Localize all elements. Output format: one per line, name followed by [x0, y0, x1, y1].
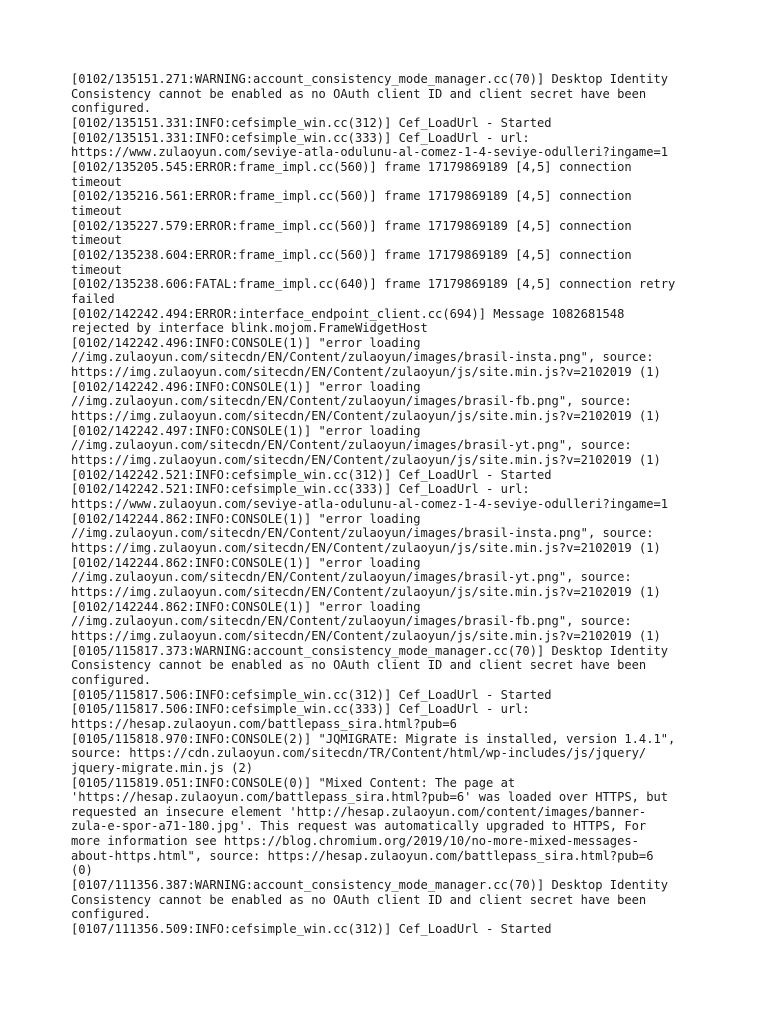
- log-line: [0102/142242.497:INFO:CONSOLE(1)] "error loading: [71, 423, 421, 438]
- log-line: more information see https://blog.chromium.org/2019/10/no-more-mixed-messages-: [71, 834, 639, 849]
- log-line: //img.zulaoyun.com/sitecdn/EN/Content/zulaoyun/images/brasil-insta.png", source:: [71, 350, 654, 365]
- log-line: timeout: [71, 262, 122, 277]
- log-line: [0102/135227.579:ERROR:frame_impl.cc(560)] frame 17179869189 [4,5] connection: [71, 218, 632, 233]
- log-line: [0105/115817.506:INFO:cefsimple_win.cc(333)] Cef_LoadUrl - url:: [71, 702, 530, 717]
- log-line: [0102/142242.521:INFO:cefsimple_win.cc(312)] Cef_LoadUrl - Started: [71, 467, 552, 482]
- log-line: [0105/115817.373:WARNING:account_consistency_mode_manager.cc(70)] Desktop Identity: [71, 643, 669, 658]
- log-line: about-https.html", source: https://hesap.zulaoyun.com/battlepass_sira.html?pub=6: [71, 848, 654, 863]
- log-line: [0105/115818.970:INFO:CONSOLE(2)] "JQMIGRATE: Migrate is installed, version 1.4.1",: [71, 731, 676, 746]
- log-line: https://img.zulaoyun.com/sitecdn/EN/Content/zulaoyun/js/site.min.js?v=2102019 (1): [71, 628, 661, 643]
- log-line: jquery-migrate.min.js (2): [71, 760, 254, 775]
- log-line: //img.zulaoyun.com/sitecdn/EN/Content/zulaoyun/images/brasil-fb.png", source:: [71, 394, 632, 409]
- log-line: //img.zulaoyun.com/sitecdn/EN/Content/zulaoyun/images/brasil-fb.png", source:: [71, 614, 632, 629]
- log-line: configured.: [71, 672, 152, 687]
- log-line: https://hesap.zulaoyun.com/battlepass_sira.html?pub=6: [71, 716, 457, 731]
- log-line: configured.: [71, 907, 152, 922]
- log-line: https://img.zulaoyun.com/sitecdn/EN/Content/zulaoyun/js/site.min.js?v=2102019 (1): [71, 541, 661, 555]
- log-line: [0105/115819.051:INFO:CONSOLE(0)] "Mixed Content: The page at: [71, 775, 516, 790]
- log-line: //img.zulaoyun.com/sitecdn/EN/Content/zulaoyun/images/brasil-insta.png", source:: [71, 526, 654, 541]
- log-line: Consistency cannot be enabled as no OAuth client ID and client secret have been: [71, 658, 647, 673]
- log-line: Consistency cannot be enabled as no OAuth client ID and client secret have been: [71, 86, 647, 101]
- log-line: [0102/135238.604:ERROR:frame_impl.cc(560)] frame 17179869189 [4,5] connection: [71, 247, 632, 262]
- log-line: [0102/135205.545:ERROR:frame_impl.cc(560)] frame 17179869189 [4,5] connection: [71, 159, 632, 174]
- log-line: [0102/142244.862:INFO:CONSOLE(1)] "error loading: [71, 599, 421, 614]
- log-line: [0102/135151.271:WARNING:account_consistency_mode_manager.cc(70)] Desktop Identity: [71, 72, 669, 86]
- log-line: [0102/142242.494:ERROR:interface_endpoint_client.cc(694)] Message 1082681548: [71, 306, 625, 321]
- log-line: https://img.zulaoyun.com/sitecdn/EN/Content/zulaoyun/js/site.min.js?v=2102019 (1): [71, 453, 661, 468]
- log-text-block: [71, 72, 711, 937]
- log-line: https://img.zulaoyun.com/sitecdn/EN/Content/zulaoyun/js/site.min.js?v=2102019 (1): [71, 584, 661, 599]
- log-line: [0102/135151.331:INFO:cefsimple_win.cc(333)] Cef_LoadUrl - url:: [71, 130, 530, 145]
- log-line: [0107/111356.387:WARNING:account_consistency_mode_manager.cc(70)] Desktop Identity: [71, 878, 669, 893]
- log-line: //img.zulaoyun.com/sitecdn/EN/Content/zulaoyun/images/brasil-yt.png", source:: [71, 570, 632, 585]
- log-line: https://www.zulaoyun.com/seviye-atla-odulunu-al-comez-1-4-seviye-odulleri?ingame=1: [71, 145, 669, 160]
- log-line: [0107/111356.509:INFO:cefsimple_win.cc(312)] Cef_LoadUrl - Started: [71, 922, 552, 937]
- log-line: [0102/142242.496:INFO:CONSOLE(1)] "error loading: [71, 335, 421, 350]
- log-line: [0102/135216.561:ERROR:frame_impl.cc(560)] frame 17179869189 [4,5] connection: [71, 189, 632, 204]
- log-line: [0105/115817.506:INFO:cefsimple_win.cc(312)] Cef_LoadUrl - Started: [71, 687, 552, 702]
- log-line: timeout: [71, 174, 122, 189]
- log-line: source: https://cdn.zulaoyun.com/sitecdn/TR/Content/html/wp-includes/js/jquery/: [71, 746, 647, 761]
- log-line: //img.zulaoyun.com/sitecdn/EN/Content/zulaoyun/images/brasil-yt.png", source:: [71, 438, 632, 453]
- log-line: [0102/135151.331:INFO:cefsimple_win.cc(312)] Cef_LoadUrl - Started: [71, 115, 552, 130]
- log-line: (0): [71, 863, 93, 878]
- log-line: https://img.zulaoyun.com/sitecdn/EN/Content/zulaoyun/js/site.min.js?v=2102019 (1): [71, 365, 661, 380]
- log-line: zula-e-spor-a71-180.jpg'. This request was automatically upgraded to HTTPS, For: [71, 819, 647, 834]
- log-line: configured.: [71, 101, 152, 116]
- log-line: Consistency cannot be enabled as no OAuth client ID and client secret have been: [71, 892, 647, 907]
- log-line: [0102/142244.862:INFO:CONSOLE(1)] "error loading: [71, 511, 421, 526]
- log-line: rejected by interface blink.mojom.FrameWidgetHost: [71, 321, 428, 336]
- log-line: failed: [71, 291, 115, 306]
- log-line: timeout: [71, 233, 122, 248]
- log-line: [0102/142244.862:INFO:CONSOLE(1)] "error loading: [71, 555, 421, 570]
- log-line: [0102/135238.606:FATAL:frame_impl.cc(640)] frame 17179869189 [4,5] connection retry: [71, 277, 676, 292]
- log-line: https://img.zulaoyun.com/sitecdn/EN/Content/zulaoyun/js/site.min.js?v=2102019 (1): [71, 409, 661, 424]
- log-line: timeout: [71, 203, 122, 218]
- log-line: [0102/142242.496:INFO:CONSOLE(1)] "error loading: [71, 379, 421, 394]
- log-line: 'https://hesap.zulaoyun.com/battlepass_sira.html?pub=6' was loaded over HTTPS, but: [71, 790, 669, 805]
- log-line: requested an insecure element 'http://hesap.zulaoyun.com/content/images/banner-: [71, 804, 647, 819]
- log-line: [0102/142242.521:INFO:cefsimple_win.cc(333)] Cef_LoadUrl - url:: [71, 482, 530, 497]
- log-line: https://www.zulaoyun.com/seviye-atla-odulunu-al-comez-1-4-seviye-odulleri?ingame=1: [71, 497, 669, 512]
